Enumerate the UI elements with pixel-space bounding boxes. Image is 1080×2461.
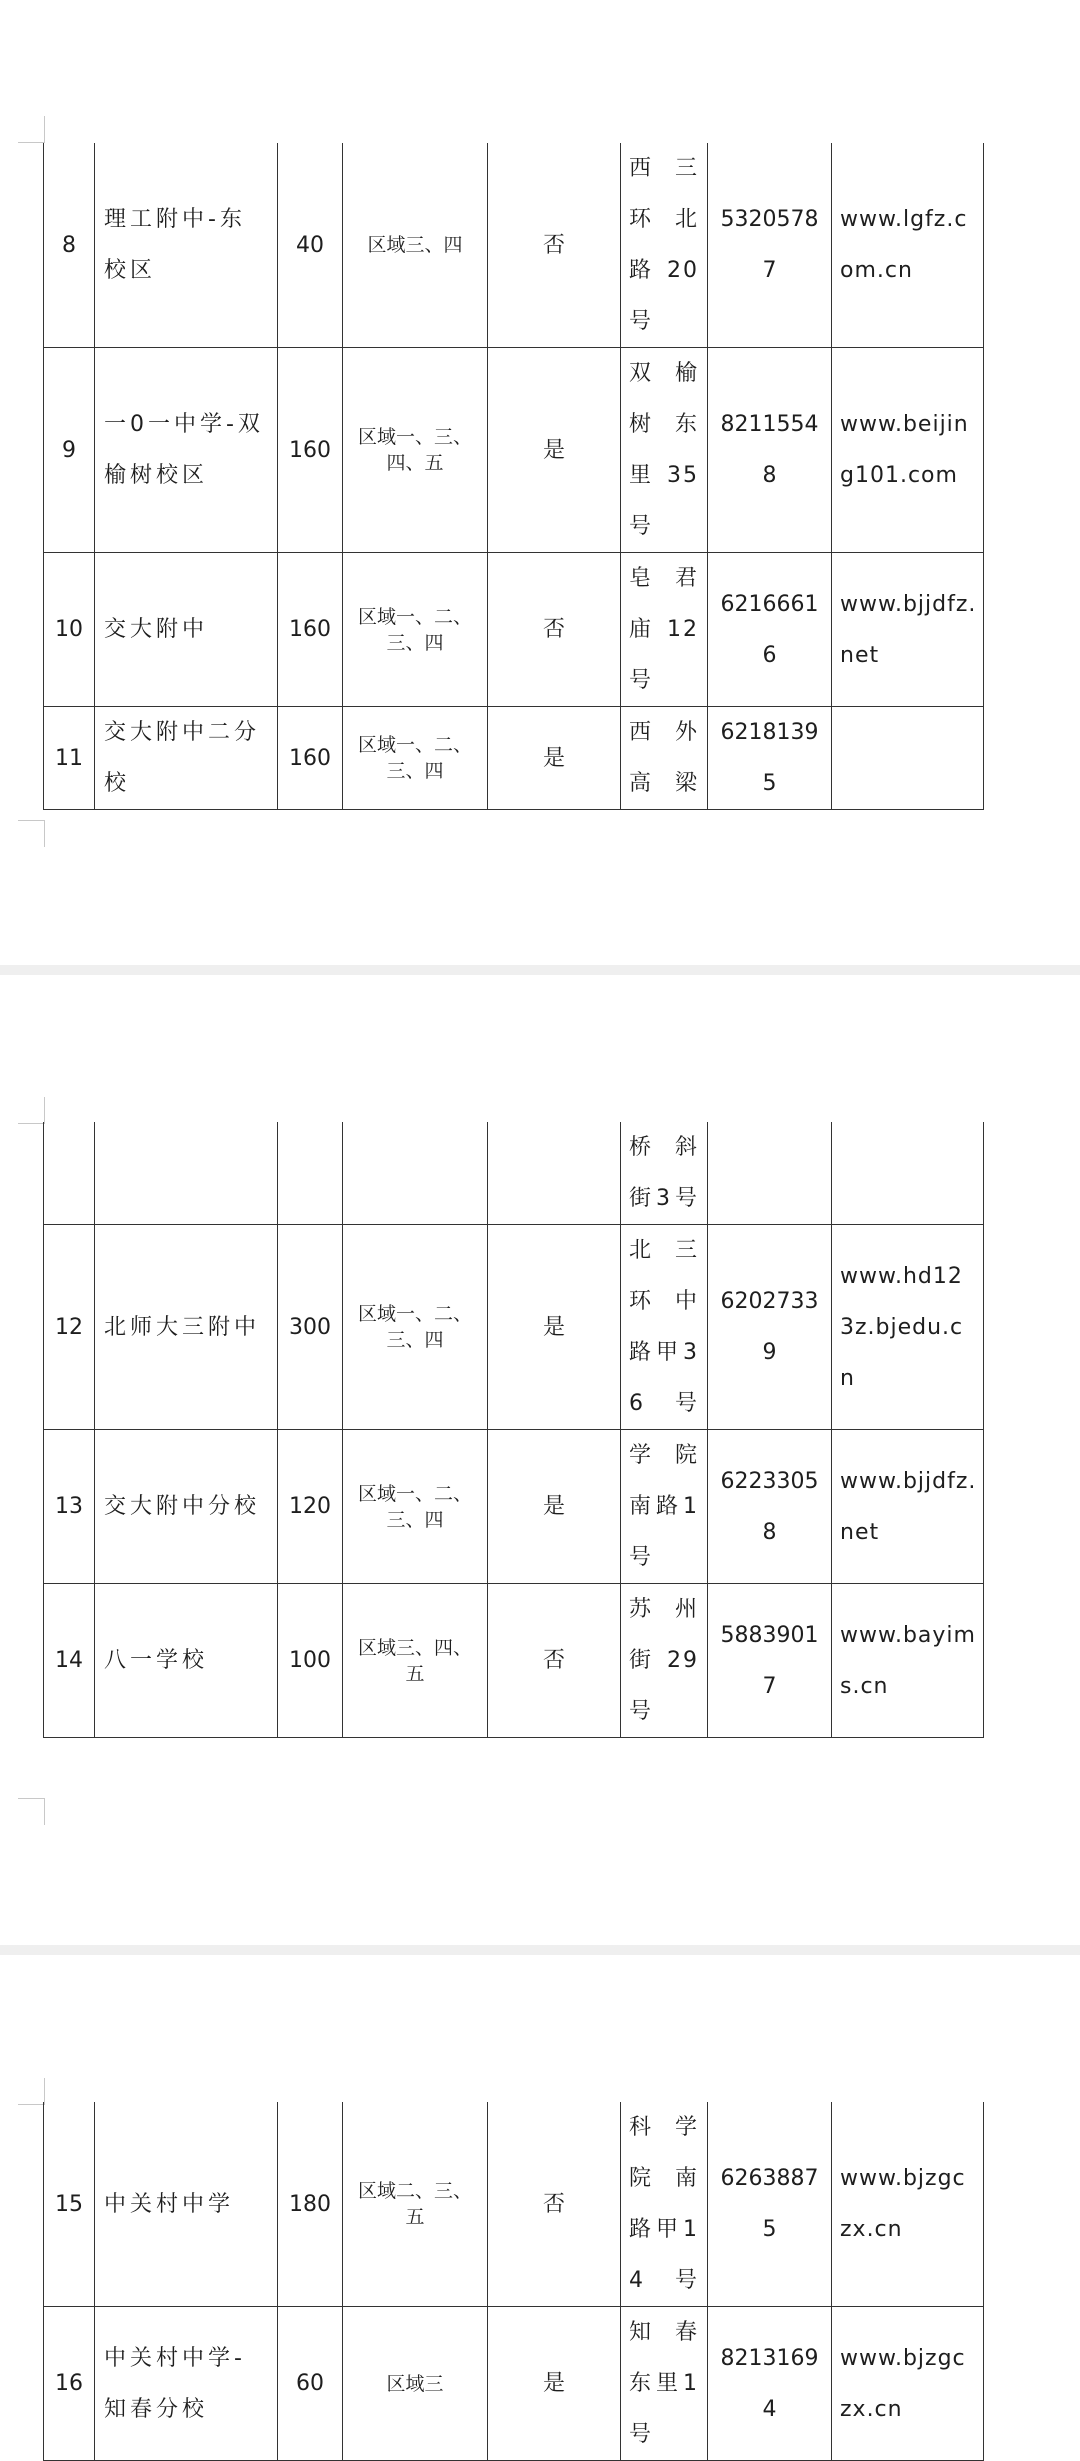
row-number: 12 (44, 1225, 95, 1430)
corner-mark (18, 820, 45, 847)
school-address: 北三环中路甲36号 (621, 1225, 708, 1430)
school-name: 交大附中分校 (95, 1430, 278, 1584)
admission-area: 区域三、四、五 (343, 1584, 488, 1738)
school-table (43, 143, 984, 810)
row-number (44, 1122, 95, 1225)
school-table (43, 2102, 984, 2461)
school-address: 学院南路1号 (621, 1430, 708, 1584)
enrollment-plan: 40 (278, 143, 343, 348)
website-url: www.lgfz.com.cn (832, 143, 984, 348)
corner-mark (18, 1798, 45, 1825)
admission-area: 区域一、二、三、四 (343, 1225, 488, 1430)
enrollment-plan: 60 (278, 2307, 343, 2461)
school-name: 理工附中-东校区 (95, 143, 278, 348)
boarding-flag: 否 (488, 553, 621, 707)
boarding-flag: 否 (488, 143, 621, 348)
boarding-flag: 是 (488, 2307, 621, 2461)
enrollment-plan (278, 1122, 343, 1225)
enrollment-plan: 160 (278, 553, 343, 707)
row-number: 9 (44, 348, 95, 553)
phone-number: 62166616 (708, 553, 832, 707)
row-number: 13 (44, 1430, 95, 1584)
phone-number: 62638875 (708, 2102, 832, 2307)
phone-number: 82115548 (708, 348, 832, 553)
website-url: www.bjjdfz.net (832, 1430, 984, 1584)
table-row (44, 2102, 984, 2307)
website-url (832, 1122, 984, 1225)
admission-area: 区域一、二、三、四 (343, 707, 488, 810)
page-gap (0, 965, 1080, 975)
website-url: www.hd123z.bjedu.cn (832, 1225, 984, 1430)
school-name: 八一学校 (95, 1584, 278, 1738)
enrollment-plan: 160 (278, 707, 343, 810)
admission-area: 区域三、四 (343, 143, 488, 348)
row-number: 16 (44, 2307, 95, 2461)
document-page-2 (0, 975, 1080, 1945)
row-number: 8 (44, 143, 95, 348)
school-name: 中关村中学-知春分校 (95, 2307, 278, 2461)
school-name: 北师大三附中 (95, 1225, 278, 1430)
admission-area: 区域一、二、三、四 (343, 1430, 488, 1584)
boarding-flag: 是 (488, 1225, 621, 1430)
phone-number: 53205787 (708, 143, 832, 348)
corner-mark (18, 1097, 45, 1124)
website-url: www.bayims.cn (832, 1584, 984, 1738)
school-name: 交大附中 (95, 553, 278, 707)
row-number: 10 (44, 553, 95, 707)
phone-number: 62233058 (708, 1430, 832, 1584)
table-row (44, 1584, 984, 1738)
school-address: 知春东里1号 (621, 2307, 708, 2461)
boarding-flag (488, 1122, 621, 1225)
admission-area: 区域一、三、四、五 (343, 348, 488, 553)
row-number: 15 (44, 2102, 95, 2307)
admission-area: 区域二、三、五 (343, 2102, 488, 2307)
boarding-flag: 是 (488, 1430, 621, 1584)
table-row (44, 1430, 984, 1584)
row-number: 11 (44, 707, 95, 810)
school-address: 西三环北路20号 (621, 143, 708, 348)
corner-mark (18, 116, 45, 143)
website-url: www.bjzgczx.cn (832, 2102, 984, 2307)
enrollment-plan: 160 (278, 348, 343, 553)
enrollment-plan: 100 (278, 1584, 343, 1738)
phone-number: 58839017 (708, 1584, 832, 1738)
school-address: 苏州街29号 (621, 1584, 708, 1738)
boarding-flag: 是 (488, 348, 621, 553)
admission-area: 区域三 (343, 2307, 488, 2461)
website-url: www.bjzgczx.cn (832, 2307, 984, 2461)
table-row (44, 553, 984, 707)
school-name: 一0一中学-双榆树校区 (95, 348, 278, 553)
phone-number: 82131694 (708, 2307, 832, 2461)
school-name (95, 1122, 278, 1225)
table-row (44, 1225, 984, 1430)
school-table (43, 1122, 984, 1738)
website-url: www.beijing101.com (832, 348, 984, 553)
admission-area (343, 1122, 488, 1225)
school-address: 桥斜街3号 (621, 1122, 708, 1225)
table-row (44, 2307, 984, 2461)
school-name: 交大附中二分校 (95, 707, 278, 810)
row-number: 14 (44, 1584, 95, 1738)
website-url: www.bjjdfz.net (832, 553, 984, 707)
phone-number: 62027339 (708, 1225, 832, 1430)
enrollment-plan: 120 (278, 1430, 343, 1584)
website-url (832, 707, 984, 810)
boarding-flag: 否 (488, 2102, 621, 2307)
document-page-1 (0, 0, 1080, 970)
enrollment-plan: 300 (278, 1225, 343, 1430)
boarding-flag: 否 (488, 1584, 621, 1738)
phone-number: 62181395 (708, 707, 832, 810)
table-row (44, 707, 984, 810)
page-gap (0, 1945, 1080, 1955)
table-row (44, 1122, 984, 1225)
school-address: 科学院南路甲14号 (621, 2102, 708, 2307)
admission-area: 区域一、二、三、四 (343, 553, 488, 707)
school-address: 皂君庙12号 (621, 553, 708, 707)
table-row (44, 143, 984, 348)
school-address: 西外高梁 (621, 707, 708, 810)
enrollment-plan: 180 (278, 2102, 343, 2307)
school-address: 双榆树东里35号 (621, 348, 708, 553)
phone-number (708, 1122, 832, 1225)
table-row (44, 348, 984, 553)
document-page-3 (0, 1955, 1080, 2447)
school-name: 中关村中学 (95, 2102, 278, 2307)
boarding-flag: 是 (488, 707, 621, 810)
corner-mark (18, 2078, 45, 2105)
